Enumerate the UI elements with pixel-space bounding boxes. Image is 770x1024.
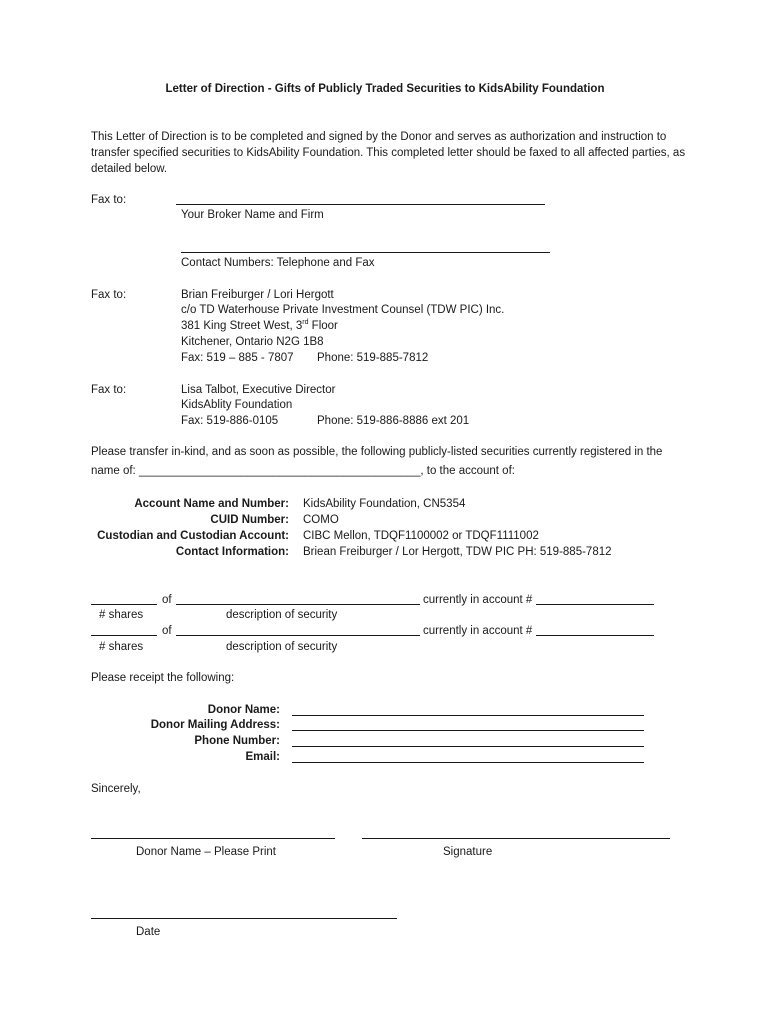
kids-director: Lisa Talbot, Executive Director xyxy=(181,384,336,396)
receipt-intro: Please receipt the following: xyxy=(91,672,235,684)
phone-number-field[interactable] xyxy=(292,746,644,747)
fax-label-kids: Fax to: xyxy=(91,384,127,396)
transfer-line-2[interactable]: name of: ____________________________________________, to the account of: xyxy=(91,465,515,477)
broker-name-caption: Your Broker Name and Firm xyxy=(181,209,324,221)
account-number-line-1[interactable] xyxy=(536,604,654,605)
signature-caption: Signature xyxy=(443,846,493,858)
tdw-street: 381 King Street West, 3rd Floor xyxy=(181,319,338,332)
phone-number-label: Phone Number: xyxy=(194,735,280,747)
account-value-contact: Briean Freiburger / Lor Hergott, TDW PIC PH: 519-885-7812 xyxy=(303,546,612,558)
donor-print-name-line[interactable] xyxy=(91,838,335,839)
donor-name-field[interactable] xyxy=(292,715,644,716)
broker-contact-line[interactable] xyxy=(181,252,550,253)
transfer-line-1: Please transfer in-kind, and as soon as possible, the following publicly-listed securities currently registered in the xyxy=(91,446,663,458)
shares-caption-1: # shares xyxy=(99,609,144,621)
tdw-fax: Fax: 519 – 885 - 7807 xyxy=(181,352,294,364)
donor-address-field[interactable] xyxy=(292,730,644,731)
page-title: Letter of Direction - Gifts of Publicly Traded Securities to KidsAbility Foundation xyxy=(165,83,605,95)
date-line[interactable] xyxy=(91,918,397,919)
account-value-name: KidsAbility Foundation, CN5354 xyxy=(303,498,466,510)
tdw-city: Kitchener, Ontario N2G 1B8 xyxy=(181,336,324,348)
account-label-custodian: Custodian and Custodian Account: xyxy=(97,530,289,542)
tdw-company: c/o TD Waterhouse Private Investment Counsel (TDW PIC) Inc. xyxy=(181,304,505,316)
account-value-cuid: COMO xyxy=(303,514,339,526)
account-label-cuid: CUID Number: xyxy=(210,514,289,526)
in-account-label-1: currently in account # xyxy=(423,594,533,606)
donor-name-label: Donor Name: xyxy=(207,704,280,716)
fax-label-tdw: Fax to: xyxy=(91,289,127,301)
tdw-phone: Phone: 519-885-7812 xyxy=(317,352,429,364)
signature-line[interactable] xyxy=(362,838,670,839)
account-label-name: Account Name and Number: xyxy=(134,498,289,510)
account-number-line-2[interactable] xyxy=(536,635,654,636)
donor-address-label: Donor Mailing Address: xyxy=(150,719,280,731)
date-caption: Date xyxy=(136,926,161,938)
tdw-contact-names: Brian Freiburger / Lori Hergott xyxy=(181,289,334,301)
closing-text: Sincerely, xyxy=(91,783,141,795)
shares-line-2[interactable] xyxy=(91,635,157,636)
donor-print-name-caption: Donor Name – Please Print xyxy=(136,846,276,858)
security-line-1[interactable] xyxy=(176,604,420,605)
fax-label-broker: Fax to: xyxy=(91,194,127,206)
account-value-custodian: CIBC Mellon, TDQF1100002 or TDQF1111002 xyxy=(303,530,539,542)
security-line-2[interactable] xyxy=(176,635,420,636)
description-caption-1: description of security xyxy=(226,609,338,621)
shares-caption-2: # shares xyxy=(99,641,144,653)
description-caption-2: description of security xyxy=(226,641,338,653)
broker-contact-caption: Contact Numbers: Telephone and Fax xyxy=(181,257,375,269)
email-label: Email: xyxy=(245,751,280,763)
kids-fax: Fax: 519-886-0105 xyxy=(181,415,279,427)
of-label-1: of xyxy=(162,594,172,606)
kids-foundation: KidsAblity Foundation xyxy=(181,399,293,411)
of-label-2: of xyxy=(162,625,172,637)
intro-paragraph: This Letter of Direction is to be completed and signed by the Donor and serves as authorization and instruction to transfer specified securities to KidsAbility Foundation. This completed letter should be faxed to all affected parties, as detailed below. xyxy=(91,131,686,175)
account-label-contact: Contact Information: xyxy=(175,546,289,558)
broker-name-line[interactable] xyxy=(176,204,545,205)
shares-line-1[interactable] xyxy=(91,604,157,605)
in-account-label-2: currently in account # xyxy=(423,625,533,637)
kids-phone: Phone: 519-886-8886 ext 201 xyxy=(317,415,470,427)
email-field[interactable] xyxy=(292,762,644,763)
